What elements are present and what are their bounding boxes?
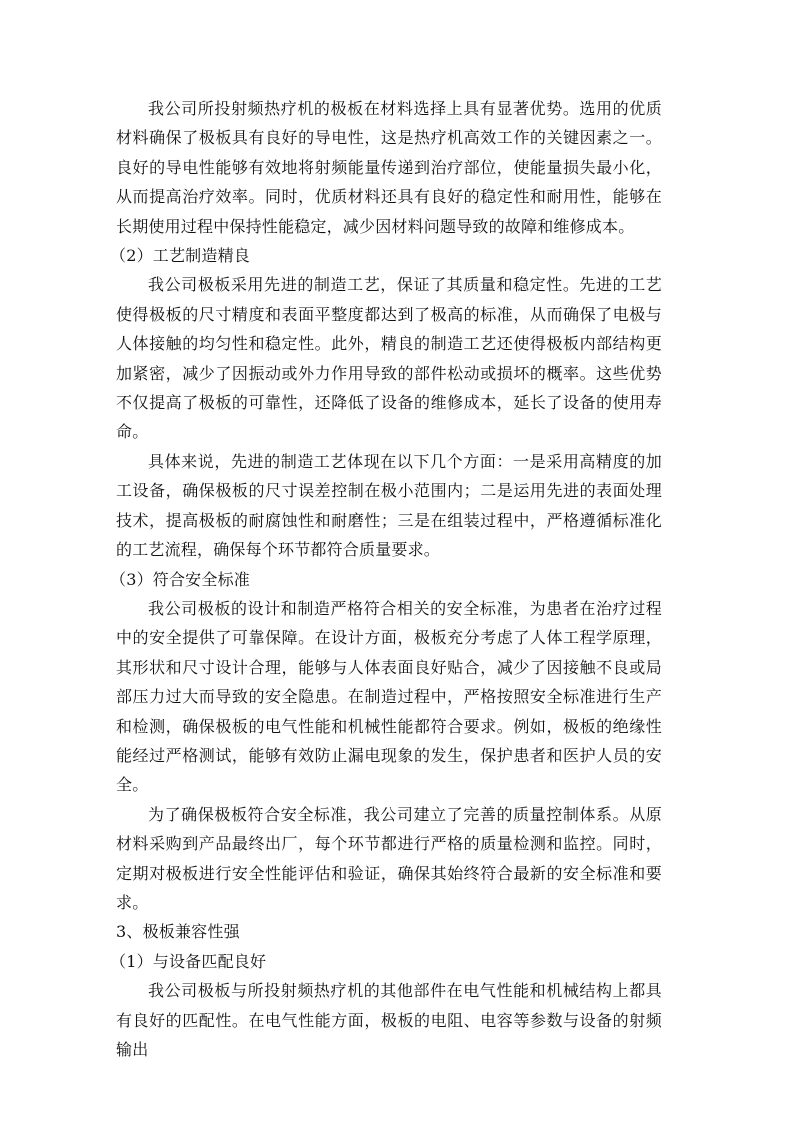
subheading-safety-standards: （3）符合安全标准 [110, 569, 250, 589]
paragraph-material-advantage: 我公司所投射频热疗机的极板在材料选择上具有显著优势。选用的优质材料确保了极板具有良好的导电性，这是热疗机高效工作的关键因素之一。良好的导电性能够有效地将射频能量传递到治疗部位，使能量损失最小化，从而提高治疗效率。同时，优质材料还具有良好的稳定性和耐用性，能够在长期使用过程中保持性能稳定，减少因材料问题导致的故障和维修成本。 [116, 99, 662, 236]
paragraph-process-details: 具体来说，先进的制造工艺体现在以下几个方面：一是采用高精度的加工设备，确保极板的尺寸误差控制在极小范围内；二是运用先进的表面处理技术，提高极板的耐腐蚀性和耐磨性；三是在组装过程中，严格遵循标准化的工艺流程，确保每个环节都符合质量要求。 [116, 451, 662, 560]
document-body [110, 94, 662, 1064]
paragraph-manufacturing-process: 我公司极板采用先进的制造工艺，保证了其质量和稳定性。先进的工艺使得极板的尺寸精度和表面平整度都达到了极高的标准，从而确保了电极与人体接触的均匀性和稳定性。此外，精良的制造工艺还使得极板内部结构更加紧密，减少了因振动或外力作用导致的部件松动或损坏的概率。这些优势不仅提高了极板的可靠性，还降低了设备的维修成本，延长了设备的使用寿命。 [116, 275, 662, 442]
paragraph-electrical-matching: 我公司极板与所投射频热疗机的其他部件在电气性能和机械结构上都具有良好的匹配性。在电气性能方面，极板的电阻、电容等参数与设备的射频输出 [116, 981, 662, 1059]
paragraph-quality-control: 为了确保极板符合安全标准，我公司建立了完善的质量控制体系。从原材料采购到产品最终出厂，每个环节都进行严格的质量检测和监控。同时，定期对极板进行安全性能评估和验证，确保其始终符合最新的安全标准和要求。 [116, 804, 662, 912]
section-heading-compatibility: 3、极板兼容性强 [116, 922, 240, 942]
subheading-device-matching: （1）与设备匹配良好 [110, 951, 267, 971]
subheading-craftsmanship: （2）工艺制造精良 [110, 246, 250, 266]
paragraph-safety-design: 我公司极板的设计和制造严格符合相关的安全标准，为患者在治疗过程中的安全提供了可靠保障。在设计方面，极板充分考虑了人体工程学原理，其形状和尺寸设计合理，能够与人体表面良好贴合，减少了因接触不良或局部压力过大而导致的安全隐患。在制造过程中，严格按照安全标准进行生产和检测，确保极板的电气性能和机械性能都符合要求。例如，极板的绝缘性能经过严格测试，能够有效防止漏电现象的发生，保护患者和医护人员的安全。 [116, 598, 662, 795]
